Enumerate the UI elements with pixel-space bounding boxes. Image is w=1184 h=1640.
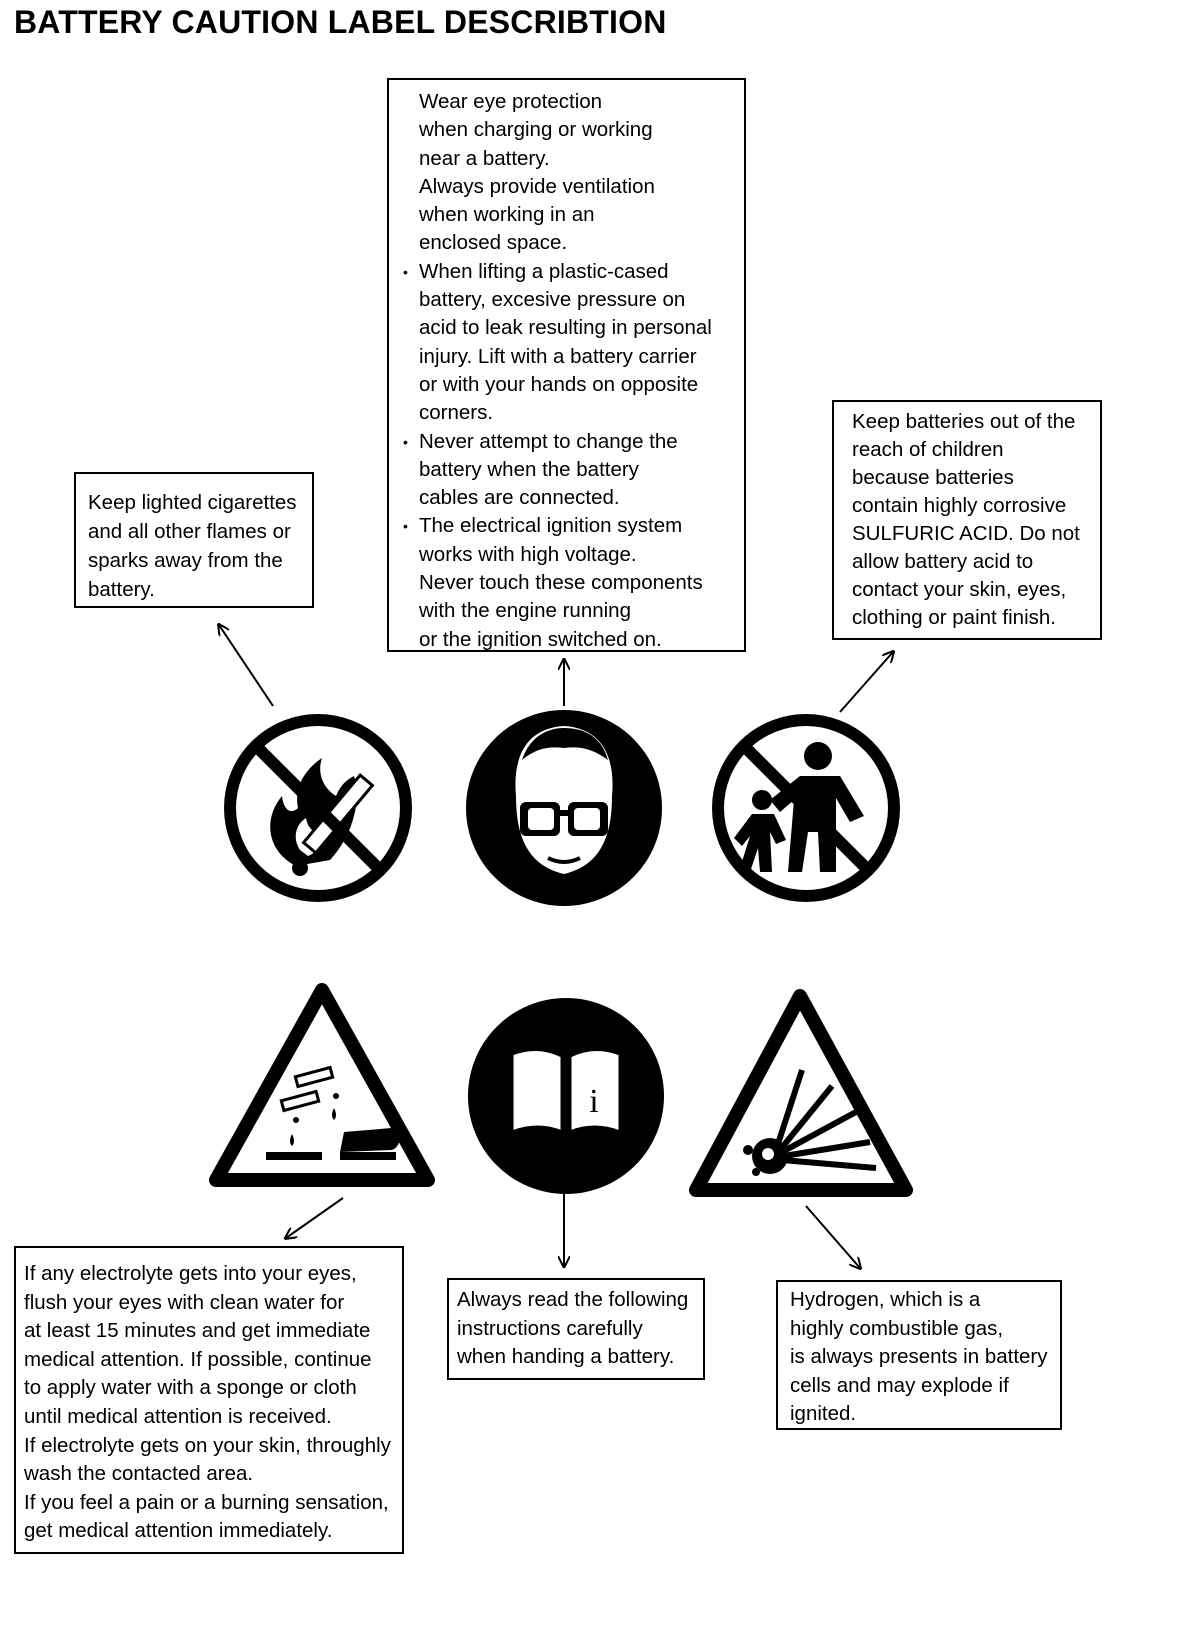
ignition-line-4: with the engine running [419, 599, 631, 623]
hydrogen-line-2: highly combustible gas, [790, 1316, 1004, 1340]
lifting-line-5: or with your hands on opposite [419, 372, 699, 396]
flames-line-2: and all other flames or [88, 520, 291, 543]
page-title: BATTERY CAUTION LABEL DESCRIBTION [14, 4, 667, 40]
ignition-line-2: works with high voltage. [419, 542, 637, 566]
children-line-1: Keep batteries out of the [852, 410, 1076, 433]
hydrogen-line-5: ignited. [790, 1402, 857, 1425]
keep-away-from-children-icon [718, 720, 894, 896]
cables-line-2: battery when the battery [419, 457, 639, 481]
ignition-line-5: or the ignition switched on. [419, 627, 662, 651]
children-line-2: reach of children [852, 438, 1004, 461]
ignition-line-1: • The electrical ignition system [419, 514, 683, 538]
electrolyte-line-8: wash the contacted area. [24, 1462, 254, 1486]
arrow-children [840, 652, 893, 712]
lifting-line-1: • When lifting a plastic-cased [419, 259, 669, 283]
electrolyte-line-6: until medical attention is received. [24, 1404, 332, 1428]
lifting-line-3: acid to leak resulting in personal [419, 316, 712, 340]
lifting-line-2: battery, excesive pressure on [419, 288, 686, 312]
flames-line-1: Keep lighted cigarettes [88, 491, 297, 514]
children-line-6: allow battery acid to [852, 550, 1034, 573]
read-manual-icon [468, 998, 664, 1194]
electrolyte-line-9: If you feel a pain or a burning sensation, [24, 1490, 389, 1514]
flames-line-4: battery. [88, 578, 155, 601]
electrolyte-line-4: medical attention. If possible, continue [24, 1347, 372, 1371]
eye-intro-3: near a battery. [419, 146, 550, 170]
ignition-line-3: Never touch these components [419, 571, 703, 595]
lifting-line-4: injury. Lift with a battery carrier [419, 344, 697, 368]
eye-intro-5: when working in an [419, 203, 595, 227]
eye-intro-6: enclosed space. [419, 231, 568, 255]
electrolyte-line-10: get medical attention immediately. [24, 1519, 333, 1543]
hydrogen-line-4: cells and may explode if [790, 1373, 1009, 1397]
children-line-7: contact your skin, eyes, [852, 578, 1067, 601]
manual-line-1: Always read the following [457, 1288, 689, 1311]
electrolyte-line-5: to apply water with a sponge or cloth [24, 1376, 357, 1400]
hydrogen-line-3: is always presents in battery [790, 1345, 1048, 1368]
electrolyte-line-3: at least 15 minutes and get immediate [24, 1319, 371, 1343]
arrow-corrosive [286, 1198, 343, 1238]
arrow-flames [219, 625, 273, 706]
flames-line-3: sparks away from the [88, 549, 283, 572]
cables-line-1: • Never attempt to change the [419, 429, 678, 453]
hydrogen-line-1: Hydrogen, which is a [790, 1288, 981, 1311]
lifting-line-6: corners. [419, 401, 494, 425]
children-line-4: contain highly corrosive [852, 494, 1067, 517]
eye-intro-4: Always provide ventilation [419, 174, 655, 198]
no-open-flames-icon [230, 720, 406, 896]
eye-intro-1: Wear eye protection [419, 90, 603, 113]
corrosive-warning-icon [216, 990, 428, 1180]
cables-line-3: cables are connected. [419, 486, 620, 510]
electrolyte-line-1: If any electrolyte gets into your eyes, [24, 1262, 357, 1285]
manual-info-letter: i [589, 1083, 599, 1120]
manual-line-3: when handing a battery. [457, 1345, 675, 1368]
electrolyte-line-2: flush your eyes with clean water for [24, 1290, 345, 1314]
arrow-explosive [806, 1206, 860, 1268]
children-line-5: SULFURIC ACID. Do not [852, 522, 1080, 545]
eye-intro-2: when charging or working [419, 118, 653, 142]
eye-protection-icon [466, 710, 662, 906]
children-line-8: clothing or paint finish. [852, 606, 1056, 629]
explosive-warning-icon [696, 996, 906, 1190]
electrolyte-line-7: If electrolyte gets on your skin, throughly [24, 1433, 391, 1457]
children-line-3: because batteries [852, 466, 1014, 489]
manual-line-2: instructions carefully [457, 1316, 643, 1340]
